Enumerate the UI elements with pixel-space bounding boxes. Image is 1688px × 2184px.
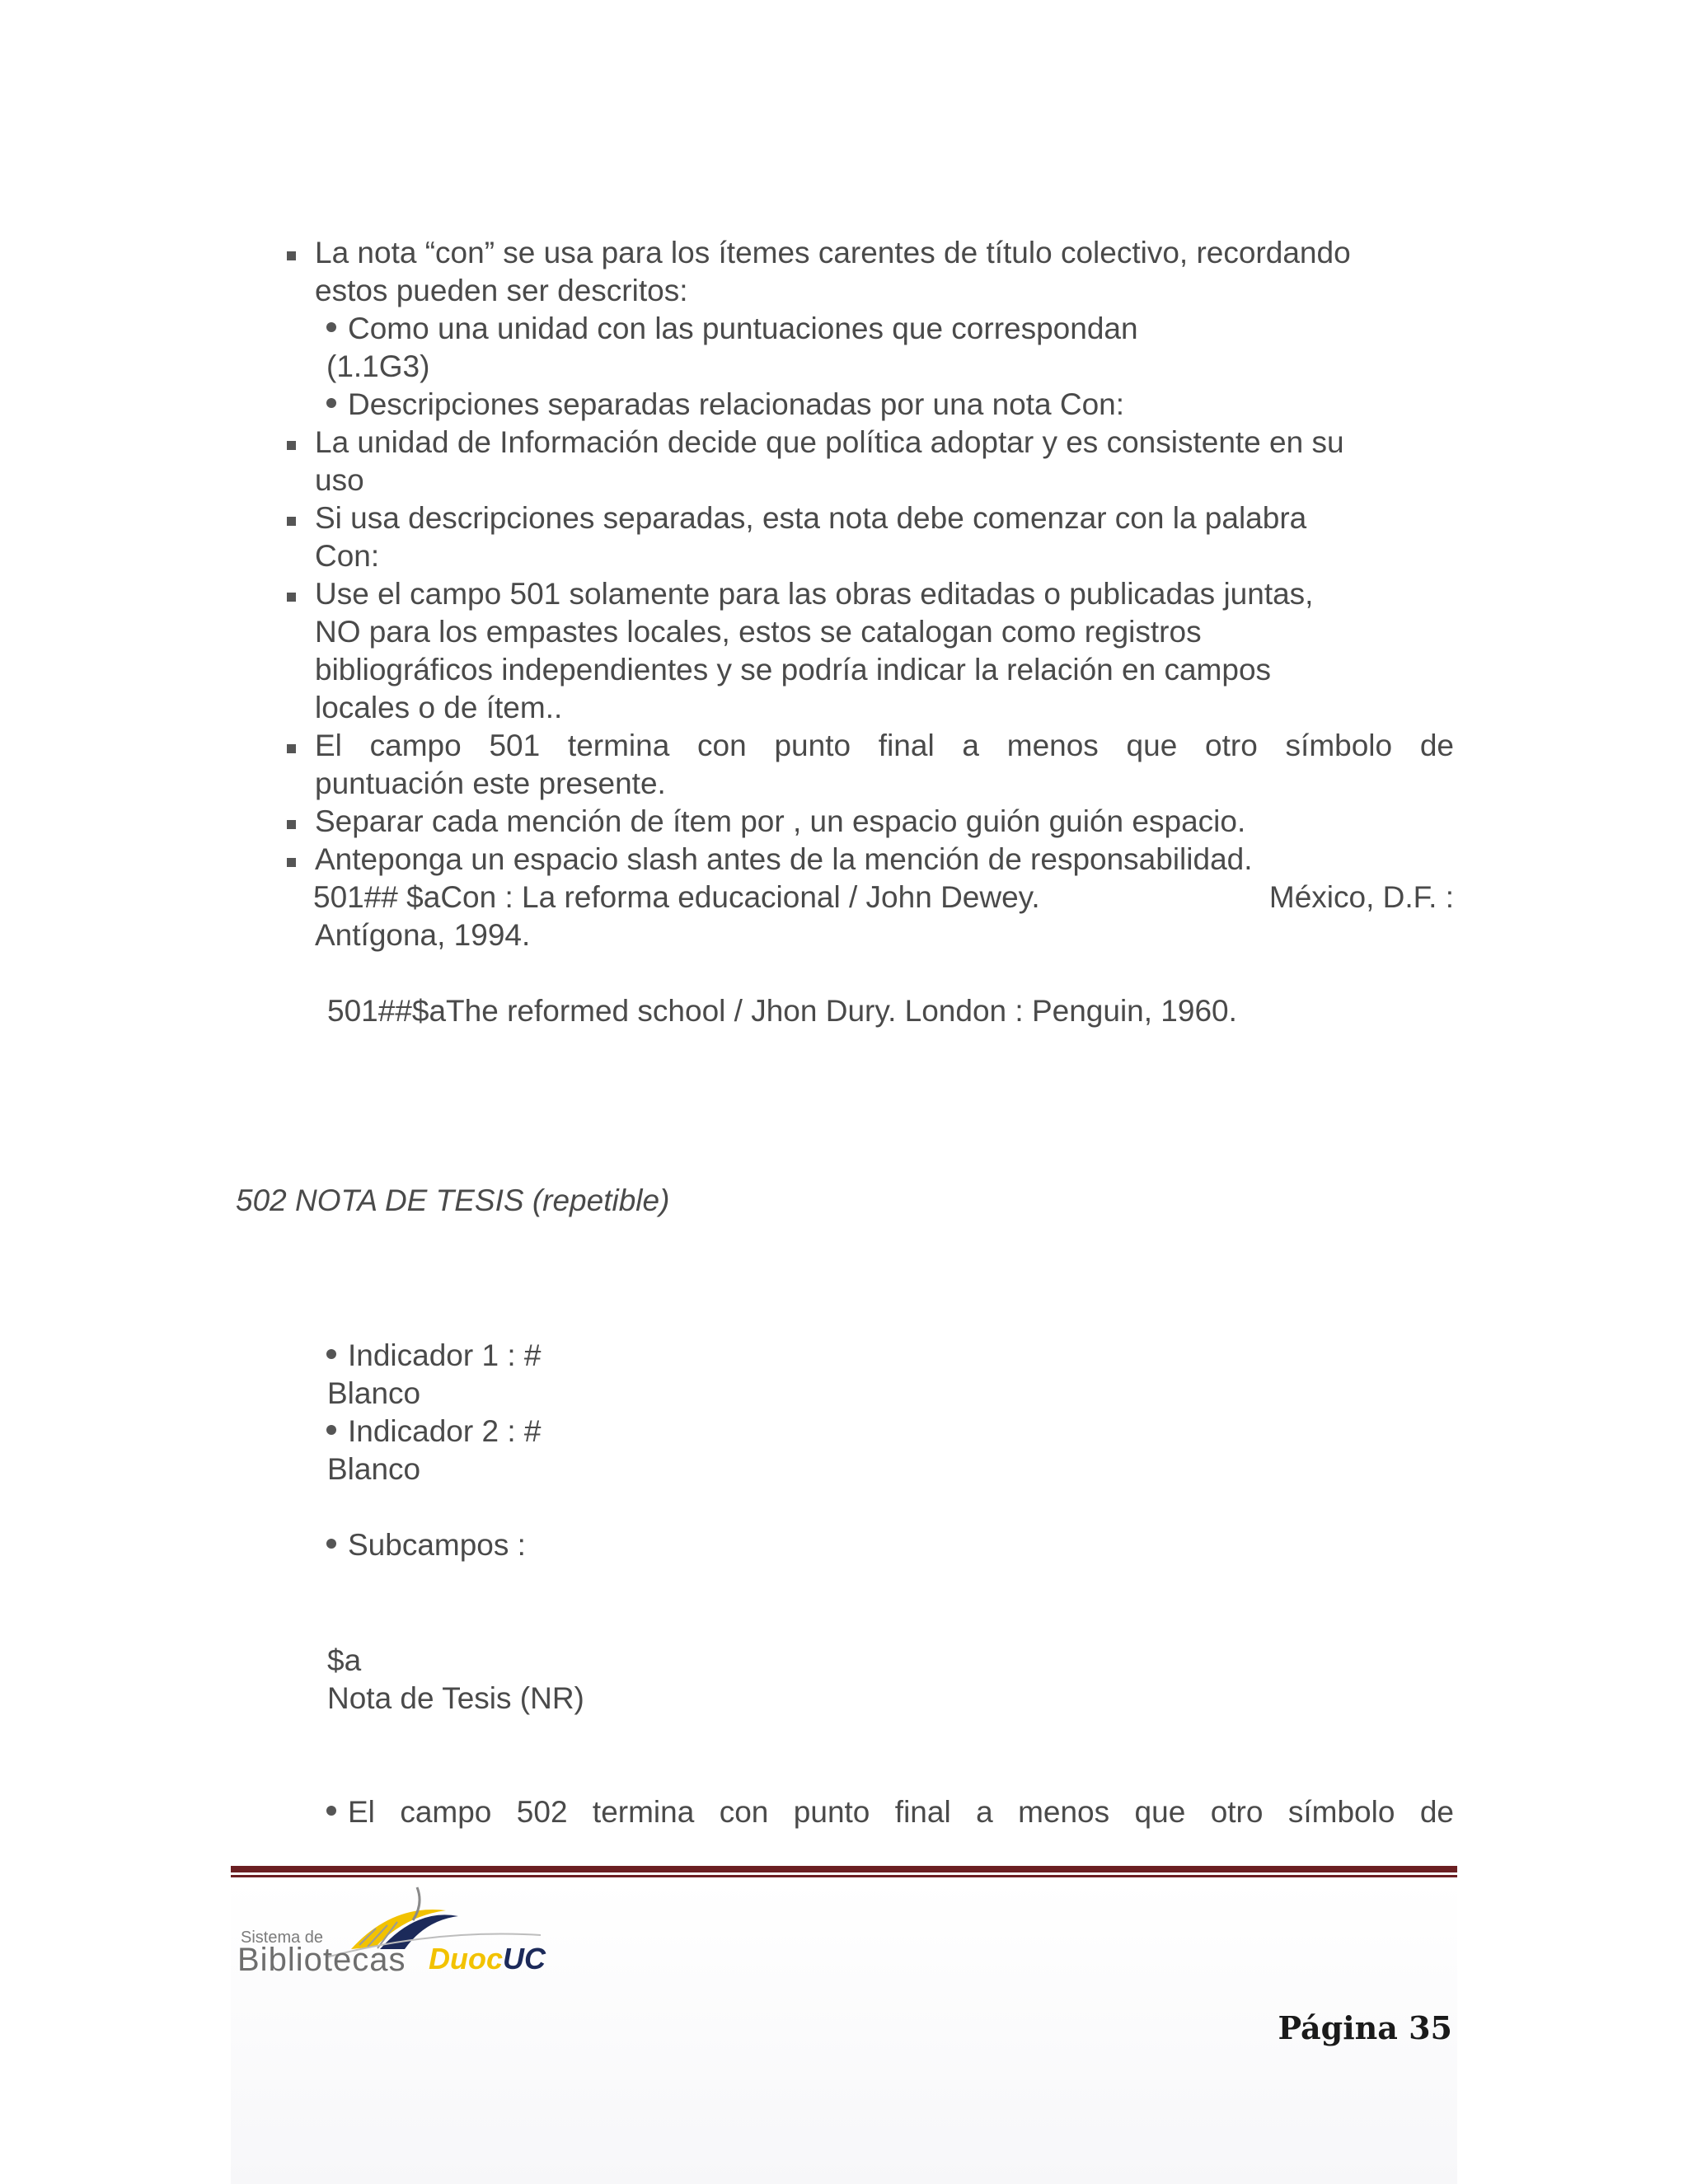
dot-bullet-icon — [326, 322, 336, 332]
subfield-description: Nota de Tesis (NR) — [327, 1681, 584, 1715]
bullet-text: Con: — [315, 539, 380, 573]
indicator-value: Blanco — [327, 1376, 421, 1410]
indicator-value: Blanco — [327, 1452, 421, 1486]
dot-bullet-icon — [326, 1806, 336, 1816]
bullet-text: Use el campo 501 solamente para las obras editadas o publicadas juntas, — [315, 577, 1314, 611]
bullet-text: locales o de ítem.. — [315, 691, 563, 724]
square-bullet-icon — [287, 820, 296, 829]
subfield-code: $a — [327, 1643, 362, 1677]
bullet-text: Separar cada mención de ítem por , un espacio guión guión espacio. — [315, 804, 1246, 838]
dot-bullet-icon — [326, 1349, 336, 1359]
closing-note — [326, 1793, 1454, 1831]
square-bullet-icon — [287, 593, 296, 602]
square-bullet-icon — [287, 517, 296, 526]
page-number: Página 35 — [1278, 2009, 1452, 2046]
sub-bullet-text: Como una unidad con las puntuaciones que correspondan — [348, 312, 1138, 345]
bullet-text: Anteponga un espacio slash antes de la mención de responsabilidad. — [315, 842, 1253, 876]
bullet-text: estos pueden ser descritos: — [315, 274, 688, 307]
subfields-item — [326, 1526, 526, 1564]
logo-brand-uc: UC — [503, 1942, 546, 1975]
logo-big-text: Bibliotecas — [237, 1942, 406, 1978]
marc-example: 501##$aThe reformed school / Jhon Dury. London : Penguin, 1960. — [327, 994, 1237, 1028]
indicator-item — [326, 1337, 541, 1375]
square-bullet-icon — [287, 858, 296, 867]
bullet-text: La unidad de Información decide que política adoptar y es consistente en su — [315, 425, 1344, 459]
dot-bullet-icon — [326, 1425, 336, 1435]
sub-bullet-item — [326, 386, 1124, 424]
logo-brand-duoc: Duoc — [429, 1942, 503, 1975]
marc-example: Antígona, 1994. — [315, 918, 531, 952]
square-bullet-icon — [287, 744, 296, 753]
indicator-item — [326, 1413, 541, 1451]
square-bullet-icon — [287, 441, 296, 450]
bullet-text: El campo 501 termina con punto final a menos que otro símbolo de — [315, 729, 1454, 762]
logo-small-text: Sistema de — [241, 1929, 324, 1947]
sub-bullet-text: Descripciones separadas relacionadas por una nota Con: — [348, 387, 1125, 421]
sub-bullet-item — [326, 310, 1138, 348]
indicator-label: Indicador 2 : # — [348, 1414, 542, 1448]
dot-bullet-icon — [326, 1539, 336, 1549]
bullet-text: uso — [315, 463, 364, 497]
bullet-text: La nota “con” se usa para los ítemes carentes de título colectivo, recordando — [315, 236, 1351, 269]
closing-note-text: El campo 502 termina con punto final a menos que otro símbolo de — [348, 1795, 1454, 1829]
dot-bullet-icon — [326, 398, 336, 408]
bullet-text: NO para los empastes locales, estos se catalogan como registros — [315, 615, 1202, 649]
marc-example: México, D.F. : — [1268, 880, 1454, 914]
indicator-label: Indicador 1 : # — [348, 1338, 542, 1372]
logo-brand — [429, 1942, 546, 1976]
bullet-text: bibliográficos independientes y se podría indicar la relación en campos — [315, 653, 1272, 687]
section-heading: 502 NOTA DE TESIS (repetible) — [236, 1183, 670, 1217]
bullet-text: Si usa descripciones separadas, esta nota debe comenzar con la palabra — [315, 501, 1307, 535]
marc-example: 501## $aCon : La reforma educacional / John Dewey. — [313, 880, 1040, 914]
square-bullet-icon — [287, 251, 296, 260]
sub-bullet-text: (1.1G3) — [326, 349, 430, 383]
subfields-label: Subcampos : — [348, 1528, 526, 1562]
bullet-text: puntuación este presente. — [315, 766, 666, 800]
